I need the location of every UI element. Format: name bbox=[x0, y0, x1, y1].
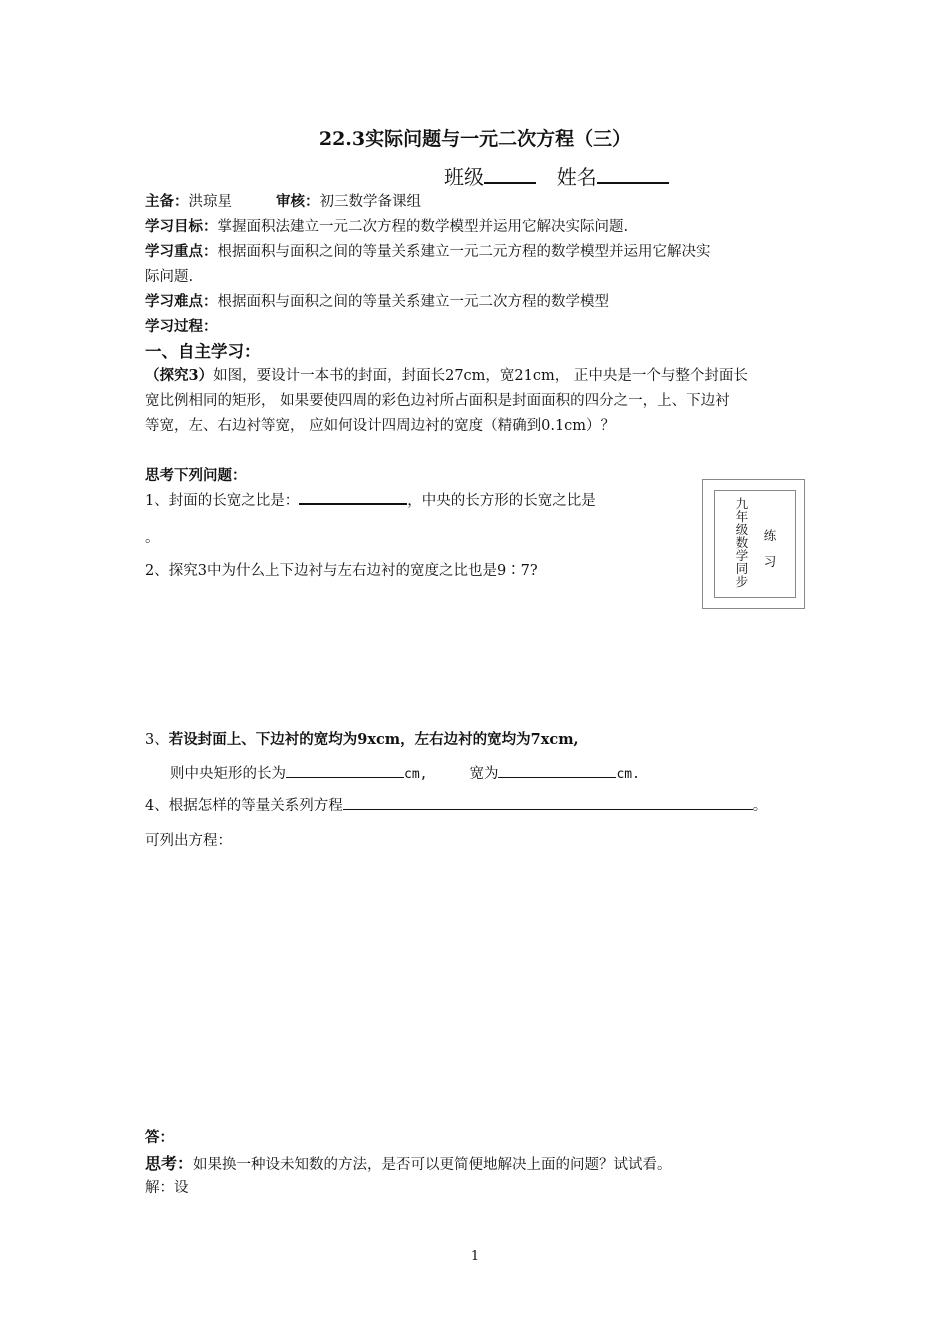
process-label: 学习过程： bbox=[145, 318, 218, 335]
explore-label: （探究3） bbox=[145, 367, 214, 384]
key-text-1: 根据面积与面积之间的等量关系建立一元二元方程的数学模型并运用它解决实 bbox=[217, 244, 711, 260]
section-heading: 一、自主学习： bbox=[145, 342, 261, 361]
think-label: 思考下列问题： bbox=[145, 467, 247, 484]
sidebar-label-inner bbox=[714, 490, 796, 598]
sidebar-column-1: 九年级数学同步 bbox=[735, 496, 749, 589]
name-blank[interactable] bbox=[597, 162, 669, 184]
difficulty-text: 根据面积与面积之间的等量关系建立一元二次方程的数学模型 bbox=[217, 294, 609, 310]
preparer: 洪琼星 bbox=[188, 194, 232, 210]
page-number: 1 bbox=[470, 1249, 480, 1264]
q1-end: 。 bbox=[145, 530, 160, 546]
answer-label: 答： bbox=[145, 1129, 174, 1146]
length-blank[interactable] bbox=[286, 763, 404, 778]
q4-text: 4、根据怎样的等量关系列方程 bbox=[145, 798, 343, 814]
key-label: 学习重点： bbox=[145, 243, 218, 260]
explore-line-2: 宽比例相同的矩形， 如果要使四周的彩色边衬所占面积是封面面积的四分之一，上、下边衬 bbox=[145, 393, 730, 409]
length-label: 则中央矩形的长为 bbox=[170, 766, 286, 782]
solve-label: 解：设 bbox=[145, 1180, 189, 1196]
explore-line-3: 等宽，左、右边衬等宽， 应如何设计四周边衬的宽度（精确到0.1cm）？ bbox=[145, 418, 616, 434]
class-name-line bbox=[444, 161, 669, 190]
q3-prefix: 3、 bbox=[145, 732, 169, 748]
difficulty-line bbox=[145, 290, 609, 311]
explore-line-1 bbox=[145, 364, 748, 385]
length-unit: cm, bbox=[404, 767, 428, 782]
reflect-line bbox=[145, 1151, 672, 1174]
reflect-text: 如果换一种设未知数的方法，是否可以更简便地解决上面的问题？试试看。 bbox=[193, 1157, 672, 1173]
equation-label: 可列出方程： bbox=[145, 833, 232, 849]
sidebar-column-2: 练习 bbox=[763, 528, 777, 569]
difficulty-label: 学习难点： bbox=[145, 293, 218, 310]
q4-end: 。 bbox=[752, 798, 768, 814]
sidebar-label-box bbox=[702, 479, 805, 609]
question-3 bbox=[145, 728, 579, 749]
preparer-label: 主备： bbox=[145, 193, 189, 210]
width-unit: cm. bbox=[616, 767, 640, 782]
class-blank[interactable] bbox=[484, 162, 536, 184]
name-label: 姓名 bbox=[556, 165, 597, 189]
question-2: 2、探究3中为什么上下边衬与左右边衬的宽度之比也是9∶7? bbox=[145, 563, 538, 579]
meta-line bbox=[145, 190, 421, 211]
q3-text: 若设封面上、下边衬的宽均为9xcm，左右边衬的宽均为7xcm, bbox=[168, 731, 579, 748]
width-label: 宽为 bbox=[469, 766, 499, 782]
reviewer: 初三数学备课组 bbox=[319, 194, 421, 210]
width-blank[interactable] bbox=[498, 763, 616, 778]
q4-blank[interactable] bbox=[343, 795, 753, 810]
q1-blank-1[interactable] bbox=[299, 489, 407, 505]
q3-answers bbox=[170, 762, 640, 783]
question-4 bbox=[145, 794, 767, 815]
question-1 bbox=[145, 489, 596, 510]
q1-text-before: 1、封面的长宽之比是： bbox=[145, 493, 300, 509]
class-label: 班级 bbox=[444, 165, 484, 189]
key-line-2: 际问题. bbox=[145, 269, 194, 285]
explore-text-1: 如图，要设计一本书的封面，封面长27cm，宽21cm， 正中央是一个与整个封面长 bbox=[213, 368, 748, 384]
objective-label: 学习目标： bbox=[145, 218, 218, 235]
page-title: 22.3实际问题与一元二次方程（三） bbox=[318, 128, 632, 150]
objective-line bbox=[145, 215, 628, 236]
q1-text-middle: ，中央的长方形的长宽之比是 bbox=[407, 493, 596, 509]
reviewer-label: 审核： bbox=[276, 193, 320, 210]
reflect-label: 思考： bbox=[145, 1154, 194, 1173]
key-line-1 bbox=[145, 240, 711, 261]
objective-text: 掌握面积法建立一元二次方程的数学模型并运用它解决实际问题. bbox=[217, 219, 629, 235]
